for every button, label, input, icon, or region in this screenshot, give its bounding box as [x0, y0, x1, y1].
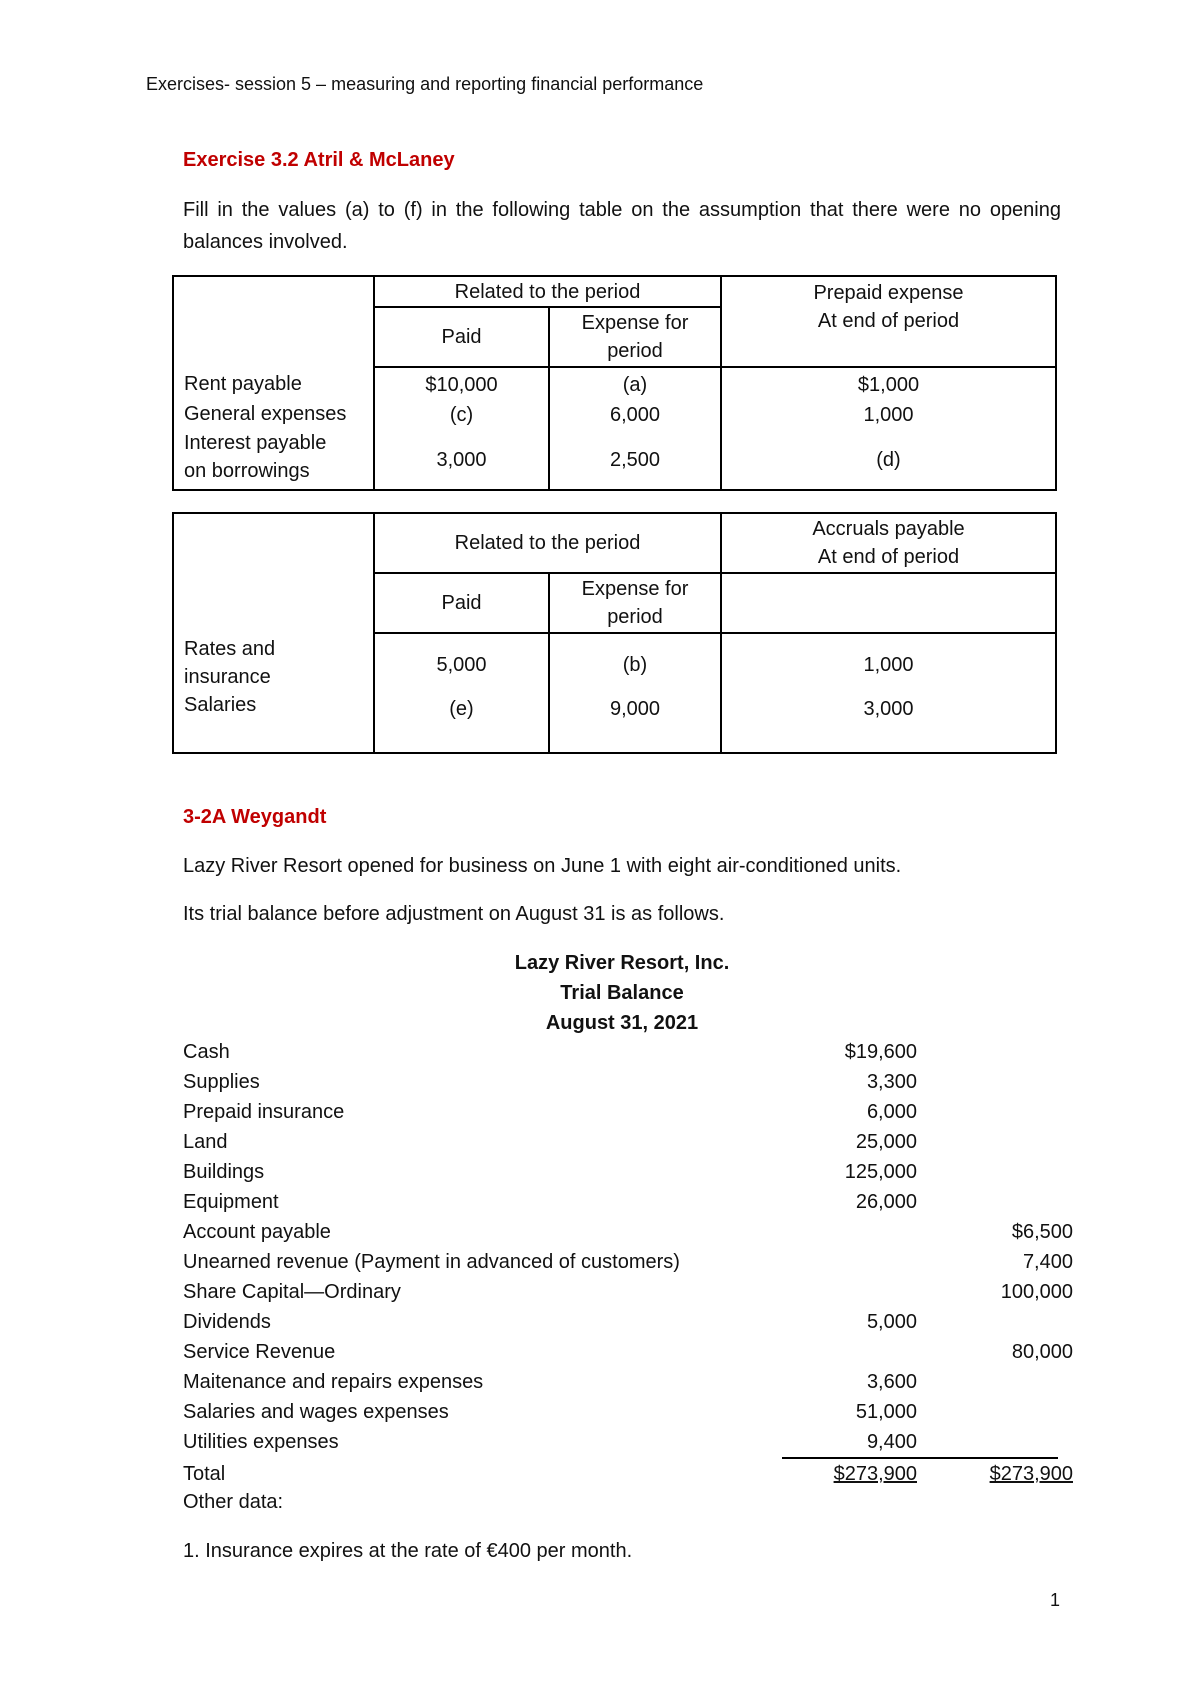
- row-label: on borrowings: [184, 460, 310, 482]
- accruals-table: [172, 512, 1057, 754]
- group-header: Related to the period: [374, 513, 721, 573]
- expense-values: (a) 6,000 2,500: [549, 367, 721, 490]
- paid-header: Paid: [374, 573, 549, 633]
- exercise-title: Exercise 3.2 Atril & McLaney: [183, 149, 455, 171]
- tb-row: Cash $19,600: [183, 1041, 917, 1063]
- prepaid-values: $1,000 1,000 (d): [721, 367, 1056, 490]
- trial-balance: [183, 1037, 1083, 1477]
- accrual-values: 1,000 3,000: [721, 633, 1056, 753]
- page-number: 1: [1050, 1590, 1061, 1610]
- accruals-blank: [721, 573, 1056, 633]
- tb-row: Equipment 26,000: [183, 1191, 917, 1213]
- row-label: insurance: [184, 666, 271, 688]
- exercise-intro: Fill in the values (a) to (f) in the following table on the assumption that there were no opening balances involved.: [183, 199, 1061, 253]
- accruals-header: Accruals payable At end of period: [721, 513, 1056, 573]
- paragraph-2: Its trial balance before adjustment on August 31 is as follows.: [183, 903, 725, 925]
- tb-row: Unearned revenue (Payment in advanced of customers) 7,400: [183, 1251, 1073, 1273]
- tb-row: Salaries and wages expenses 51,000: [183, 1401, 917, 1423]
- expense-values: (b) 9,000: [549, 633, 721, 753]
- expense-header: Expense for period: [549, 573, 721, 633]
- blank-header-cell: [173, 513, 374, 633]
- tb-row: Account payable $6,500: [183, 1221, 1073, 1243]
- note-1: 1. Insurance expires at the rate of €400 per month.: [183, 1540, 633, 1562]
- tb-row: Service Revenue 80,000: [183, 1341, 1073, 1363]
- tb-row: Buildings 125,000: [183, 1161, 917, 1183]
- tb-row: Maitenance and repairs expenses 3,600: [183, 1371, 917, 1393]
- tb-total-row: Total $273,900 $273,900: [183, 1463, 1073, 1485]
- row-label: Rent payable: [184, 373, 302, 395]
- expense-header: Expense for period: [549, 307, 721, 367]
- row-label: Salaries: [184, 694, 257, 716]
- tb-row: Supplies 3,300: [183, 1071, 917, 1093]
- blank-header-cell: [173, 276, 374, 367]
- tb-row: Utilities expenses 9,400: [183, 1431, 917, 1453]
- tb-row: Share Capital—Ordinary 100,000: [183, 1281, 1073, 1303]
- tb-row: Dividends 5,000: [183, 1311, 917, 1333]
- paid-header: Paid: [374, 307, 549, 367]
- tb-date: August 31, 2021: [545, 1012, 699, 1034]
- row-label: Interest payable: [184, 432, 327, 454]
- row-label: Rates and: [184, 638, 276, 660]
- paid-values: 5,000 (e): [374, 633, 549, 753]
- exercise-title-2: 3-2A Weygandt: [183, 806, 327, 828]
- page-header: Exercises- session 5 – measuring and reporting financial performance: [146, 74, 704, 94]
- other-data-label: Other data:: [183, 1491, 284, 1513]
- prepaid-header: Prepaid expense At end of period: [721, 276, 1056, 367]
- tb-row: Land 25,000: [183, 1131, 917, 1153]
- group-header: Related to the period: [374, 276, 721, 307]
- tb-company: Lazy River Resort, Inc.: [514, 952, 730, 974]
- paid-values: $10,000 (c) 3,000: [374, 367, 549, 490]
- tb-title: Trial Balance: [560, 982, 684, 1004]
- paragraph-1: Lazy River Resort opened for business on June 1 with eight air-conditioned units.: [183, 855, 902, 877]
- row-labels: [173, 633, 374, 753]
- prepaid-table: [172, 275, 1057, 491]
- row-label: General expenses: [184, 403, 347, 425]
- tb-row: Prepaid insurance 6,000: [183, 1101, 917, 1123]
- row-labels: [173, 367, 374, 490]
